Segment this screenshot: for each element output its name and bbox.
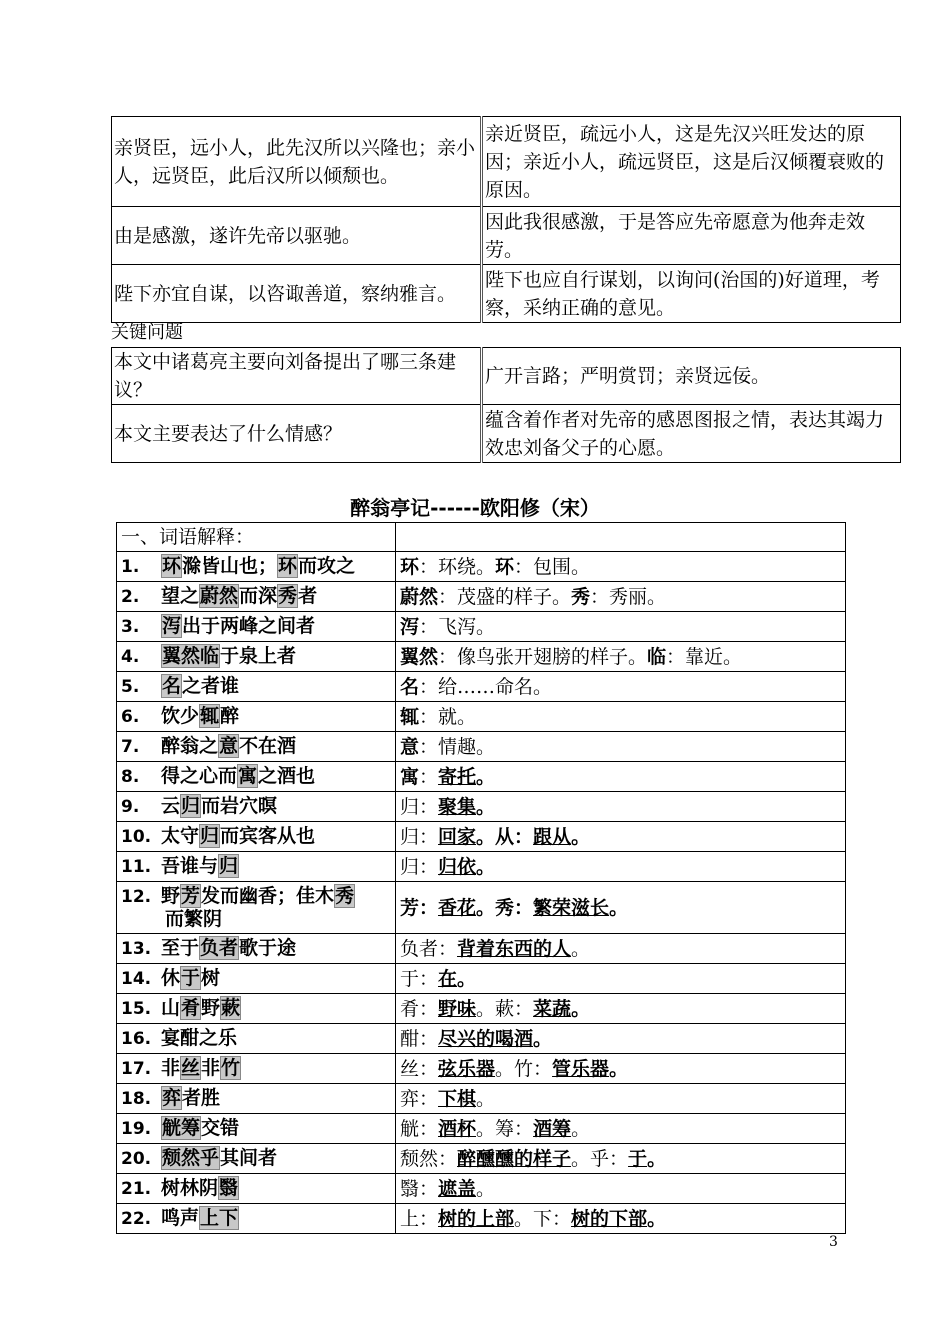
keyword: 。	[571, 997, 591, 1020]
answer-underlined: 下棋	[438, 1087, 477, 1110]
vocab-phrase-cell	[117, 1204, 396, 1234]
key-questions-table	[111, 347, 901, 463]
vocab-row	[117, 1144, 846, 1174]
text-segment: 。竹：	[495, 1057, 553, 1080]
text-segment: 于：	[400, 967, 439, 990]
text-segment: 之者谁	[182, 675, 240, 697]
vocab-row	[117, 702, 846, 732]
highlighted-word: 觥筹	[162, 1117, 201, 1139]
key-question-left-cell: 本文中诸葛亮主要向刘备提出了哪三条建议？	[112, 348, 482, 405]
highlighted-word: 归	[200, 825, 220, 847]
translation-row	[112, 117, 901, 207]
vocab-row	[117, 964, 846, 994]
keyword: 意	[400, 735, 420, 758]
keyword: 。	[609, 1057, 629, 1080]
text-segment: 其间者	[220, 1147, 278, 1169]
vocab-phrase-cell	[117, 934, 396, 964]
vocab-meaning-cell	[396, 552, 846, 582]
highlighted-word: 翼然临	[162, 645, 220, 667]
text-segment: 。	[476, 1177, 496, 1200]
text-segment: 醉	[220, 705, 240, 727]
vocab-meaning-cell	[396, 882, 846, 934]
text-segment: 丝：	[400, 1057, 439, 1080]
vocab-meaning-cell	[396, 672, 846, 702]
vocab-meaning-cell	[396, 762, 846, 792]
text-segment: 至于	[161, 937, 200, 959]
highlighted-word: 于	[181, 967, 201, 989]
vocab-row	[117, 1054, 846, 1084]
keyword: 芳：	[400, 896, 439, 919]
vocab-number: 15.	[121, 999, 152, 1019]
vocab-number: 22.	[121, 1209, 152, 1229]
vocab-phrase-cell	[117, 672, 396, 702]
text-segment: 酣：	[400, 1027, 439, 1050]
answer-underlined: 背着东西的人	[457, 937, 572, 960]
vocab-row	[117, 852, 846, 882]
vocab-header-row	[117, 523, 846, 552]
text-segment: 树林阴	[161, 1177, 219, 1199]
key-question-left-cell: 本文主要表达了什么情感？	[112, 405, 482, 463]
translation-table	[111, 116, 901, 323]
keyword: 。	[476, 765, 496, 788]
highlighted-word: 归	[181, 795, 201, 817]
translation-right-cell: 亲近贤臣，疏远小人，这是先汉兴旺发达的原因；亲近小人，疏远贤臣，这是后汉倾覆衰败的原因。	[482, 117, 901, 207]
highlighted-word: 秀	[335, 885, 355, 907]
highlighted-word: 蔌	[221, 997, 241, 1019]
highlighted-word: 蔚然	[200, 585, 239, 607]
text-segment: 望之	[161, 585, 200, 607]
vocab-row	[117, 994, 846, 1024]
text-segment: ：茂盛的样子。	[438, 585, 572, 608]
translation-right-cell: 因此我很感激，于是答应先帝愿意为他奔走效劳。	[482, 207, 901, 265]
keyword: 秀	[571, 585, 591, 608]
text-segment: 归：	[400, 795, 439, 818]
vocab-meaning-cell	[396, 642, 846, 672]
vocab-number: 8.	[121, 767, 140, 787]
vocab-meaning-cell	[396, 1114, 846, 1144]
text-segment: ：像鸟张开翅膀的样子。	[438, 645, 648, 668]
text-segment: 弈：	[400, 1087, 439, 1110]
vocab-number: 17.	[121, 1059, 152, 1079]
text-segment: 发而幽香；佳木	[201, 885, 335, 907]
highlighted-word: 泻	[162, 615, 182, 637]
vocab-phrase-cell	[117, 1084, 396, 1114]
keyword: 蔚然	[400, 585, 439, 608]
text-segment: ：包围。	[514, 555, 591, 578]
key-question-right-cell: 广开言路；严明赏罚；亲贤远佞。	[482, 348, 901, 405]
vocab-meaning-cell	[396, 1024, 846, 1054]
answer-underlined: 酒筹	[533, 1117, 572, 1140]
page-number: 3	[829, 1234, 838, 1250]
vocab-phrase-cell	[117, 582, 396, 612]
keyword: 。	[533, 1027, 553, 1050]
highlighted-word: 意	[219, 735, 239, 757]
text-segment: 而宾客从也	[220, 825, 316, 847]
vocab-phrase-cell	[117, 1054, 396, 1084]
answer-underlined: 寄托	[438, 765, 477, 788]
answer-underlined: 野味	[438, 997, 477, 1020]
vocab-phrase-cell	[117, 852, 396, 882]
text-segment: 吾谁与	[161, 855, 219, 877]
keyword: 翼然	[400, 645, 439, 668]
text-segment: ：	[419, 765, 439, 788]
highlighted-word: 环	[162, 555, 182, 577]
highlighted-word: 丝	[181, 1057, 201, 1079]
vocab-phrase-cell	[117, 1114, 396, 1144]
section-title: 醉翁亭记------欧阳修（宋）	[350, 496, 600, 520]
vocab-row	[117, 1114, 846, 1144]
highlighted-word: 肴	[181, 997, 201, 1019]
vocab-number: 21.	[121, 1179, 152, 1199]
text-segment: 颓然：	[400, 1147, 458, 1170]
vocab-phrase-cell	[117, 642, 396, 672]
text-segment: 归：	[400, 855, 439, 878]
vocab-number: 2.	[121, 587, 140, 607]
highlighted-word: 负者	[200, 937, 239, 959]
text-segment: 野	[161, 885, 181, 907]
vocab-row	[117, 612, 846, 642]
vocab-meaning-cell	[396, 852, 846, 882]
vocab-phrase-cell	[117, 1144, 396, 1174]
text-segment: ：给……命名。	[419, 675, 553, 698]
vocab-row	[117, 642, 846, 672]
answer-underlined: 归依	[438, 855, 477, 878]
highlighted-word: 翳	[219, 1177, 239, 1199]
vocab-number: 13.	[121, 939, 152, 959]
text-segment: 归：	[400, 825, 439, 848]
text-segment: 。蔌：	[476, 997, 534, 1020]
vocab-phrase-cell	[117, 792, 396, 822]
highlighted-word: 寓	[238, 765, 258, 787]
vocab-meaning-cell	[396, 1144, 846, 1174]
vocab-number: 19.	[121, 1119, 152, 1139]
text-segment: 鸣声	[161, 1207, 200, 1229]
text-segment: 非	[161, 1057, 181, 1079]
vocab-phrase-cell	[117, 552, 396, 582]
vocab-meaning-cell	[396, 732, 846, 762]
text-segment: ：靠近。	[666, 645, 743, 668]
highlighted-word: 颓然乎	[162, 1147, 220, 1169]
text-segment: 树	[201, 967, 221, 989]
keyword: 寓	[400, 765, 420, 788]
vocab-row	[117, 822, 846, 852]
vocab-number: 14.	[121, 969, 152, 989]
keyword: 。	[647, 1147, 667, 1170]
translation-left-cell: 由是感激，遂许先帝以驱驰。	[112, 207, 482, 265]
vocab-number: 1.	[121, 557, 140, 577]
highlighted-word: 秀	[278, 585, 298, 607]
vocab-meaning-cell	[396, 1054, 846, 1084]
vocab-meaning-cell	[396, 582, 846, 612]
vocab-meaning-cell	[396, 822, 846, 852]
vocab-row	[117, 1174, 846, 1204]
answer-underlined: 树的上部	[438, 1207, 515, 1230]
keyword: 环	[495, 555, 515, 578]
vocab-header: 一、词语解释：	[117, 523, 396, 552]
text-segment: ：就。	[419, 705, 477, 728]
text-segment: 山	[161, 997, 181, 1019]
vocab-number: 20.	[121, 1149, 152, 1169]
text-segment: 而岩穴暝	[201, 795, 278, 817]
text-segment: 。下：	[514, 1207, 572, 1230]
text-segment: 太守	[161, 825, 200, 847]
vocab-row	[117, 934, 846, 964]
answer-underlined: 醉醺醺的样子	[457, 1147, 572, 1170]
text-segment: 野	[201, 997, 221, 1019]
text-segment: 于泉上者	[220, 645, 297, 667]
answer-underlined: 香花	[438, 896, 477, 919]
keyword: 名	[400, 675, 420, 698]
text-segment: 不在酒	[239, 735, 297, 757]
vocab-meaning-cell	[396, 1174, 846, 1204]
keyword: 泻	[400, 615, 420, 638]
text-segment: 翳：	[400, 1177, 439, 1200]
translation-row	[112, 207, 901, 265]
highlighted-word: 竹	[221, 1057, 241, 1079]
key-questions-label: 关键问题	[111, 322, 183, 343]
vocab-number: 11.	[121, 857, 152, 877]
text-segment: 交错	[201, 1117, 240, 1139]
vocab-meaning-cell	[396, 964, 846, 994]
vocab-phrase-cell	[117, 964, 396, 994]
vocab-phrase-cell	[117, 1024, 396, 1054]
vocab-phrase-cell	[117, 882, 396, 934]
keyword: 。从：	[476, 825, 534, 848]
vocab-row	[117, 672, 846, 702]
text-segment: 而深	[239, 585, 278, 607]
key-question-right-cell: 蕴含着作者对先帝的感恩图报之情，表达其竭力效忠刘备父子的心愿。	[482, 405, 901, 463]
keyword: 。秀：	[476, 896, 534, 919]
vocab-number: 4.	[121, 647, 140, 667]
text-segment: 得之心而	[161, 765, 238, 787]
vocab-row	[117, 882, 846, 934]
highlighted-word: 名	[162, 675, 182, 697]
text-segment: 云	[161, 795, 181, 817]
vocab-phrase-cell	[117, 822, 396, 852]
keyword: 临	[647, 645, 667, 668]
vocab-phrase-cell	[117, 702, 396, 732]
text-segment: 滁皆山也；	[182, 555, 278, 577]
keyword: 。	[647, 1207, 667, 1230]
answer-underlined: 跟从	[533, 825, 572, 848]
vocab-phrase-cell	[117, 762, 396, 792]
vocab-row	[117, 552, 846, 582]
highlighted-word: 辄	[200, 705, 220, 727]
answer-underlined: 弦乐器	[438, 1057, 496, 1080]
highlighted-word: 芳	[181, 885, 201, 907]
vocab-meaning-cell	[396, 792, 846, 822]
text-segment: 者	[298, 585, 318, 607]
vocab-row	[117, 792, 846, 822]
text-segment: 。	[476, 1087, 496, 1110]
text-segment: 上：	[400, 1207, 439, 1230]
answer-underlined: 遮盖	[438, 1177, 477, 1200]
answer-underlined: 尽兴的喝酒	[438, 1027, 534, 1050]
keyword: 。	[457, 967, 477, 990]
vocab-row	[117, 732, 846, 762]
keyword: 辄	[400, 705, 420, 728]
text-segment: ：秀丽。	[590, 585, 667, 608]
text-segment: 负者：	[400, 937, 458, 960]
vocab-number: 12.	[121, 887, 152, 907]
vocab-meaning-cell	[396, 702, 846, 732]
vocab-row	[117, 1084, 846, 1114]
text-segment: 休	[161, 967, 181, 989]
vocab-phrase-cell	[117, 994, 396, 1024]
keyword: 。	[571, 825, 591, 848]
vocab-number: 16.	[121, 1029, 152, 1049]
answer-underlined: 回家	[438, 825, 477, 848]
keyword: 。	[476, 855, 496, 878]
text-segment: ：飞泻。	[419, 615, 496, 638]
key-question-row	[112, 405, 901, 463]
vocab-number: 18.	[121, 1089, 152, 1109]
text-segment: 而攻之	[298, 555, 356, 577]
text-segment: ：情趣。	[419, 735, 496, 758]
text-segment: 。	[571, 1117, 591, 1140]
answer-underlined: 菜蔬	[533, 997, 572, 1020]
keyword: 。	[476, 795, 496, 818]
key-question-row	[112, 348, 901, 405]
answer-underlined: 繁荣滋长	[533, 896, 610, 919]
text-segment: 而繁阴	[165, 908, 223, 930]
vocab-meaning-cell	[396, 1204, 846, 1234]
vocab-number: 10.	[121, 827, 152, 847]
text-segment: 非	[201, 1057, 221, 1079]
translation-left-cell: 陛下亦宜自谋，以咨诹善道，察纳雅言。	[112, 265, 482, 323]
translation-row	[112, 265, 901, 323]
vocab-row	[117, 1204, 846, 1234]
text-segment: 。	[571, 937, 591, 960]
vocab-phrase-cell	[117, 1174, 396, 1204]
vocab-phrase-cell	[117, 732, 396, 762]
highlighted-word: 环	[278, 555, 298, 577]
text-segment: 饮少	[161, 705, 200, 727]
text-segment: 歌于途	[239, 937, 297, 959]
text-segment: 醉翁之	[161, 735, 219, 757]
vocab-number: 3.	[121, 617, 140, 637]
vocab-number: 9.	[121, 797, 140, 817]
text-segment: 觥：	[400, 1117, 439, 1140]
vocab-meaning-cell	[396, 934, 846, 964]
keyword: 。	[609, 896, 629, 919]
vocab-row	[117, 762, 846, 792]
text-segment: 之酒也	[258, 765, 316, 787]
vocab-row	[117, 1024, 846, 1054]
translation-right-cell: 陛下也应自行谋划，以询问(治国的)好道理，考察，采纳正确的意见。	[482, 265, 901, 323]
vocab-table	[116, 522, 846, 1234]
vocab-row	[117, 582, 846, 612]
vocab-phrase-cell	[117, 612, 396, 642]
keyword: 环	[400, 555, 420, 578]
vocab-meaning-cell	[396, 612, 846, 642]
highlighted-word: 弈	[162, 1087, 182, 1109]
text-segment: 者胜	[182, 1087, 221, 1109]
answer-underlined: 聚集	[438, 795, 477, 818]
vocab-meaning-cell	[396, 1084, 846, 1114]
text-segment: ：环绕。	[419, 555, 496, 578]
text-segment: 肴：	[400, 997, 439, 1020]
highlighted-word: 上下	[200, 1207, 239, 1229]
vocab-number: 7.	[121, 737, 140, 757]
answer-underlined: 树的下部	[571, 1207, 648, 1230]
answer-underlined: 管乐器	[552, 1057, 610, 1080]
text-segment: 宴酣之乐	[161, 1027, 238, 1049]
vocab-number: 5.	[121, 677, 140, 697]
answer-underlined: 于	[628, 1147, 648, 1170]
translation-left-cell: 亲贤臣，远小人，此先汉所以兴隆也；亲小人，远贤臣，此后汉所以倾颓也。	[112, 117, 482, 207]
answer-underlined: 酒杯	[438, 1117, 477, 1140]
text-segment: 。筹：	[476, 1117, 534, 1140]
text-segment: 出于两峰之间者	[182, 615, 316, 637]
vocab-meaning-cell	[396, 994, 846, 1024]
answer-underlined: 在	[438, 967, 458, 990]
text-segment: 。乎：	[571, 1147, 629, 1170]
vocab-number: 6.	[121, 707, 140, 727]
highlighted-word: 归	[219, 855, 239, 877]
